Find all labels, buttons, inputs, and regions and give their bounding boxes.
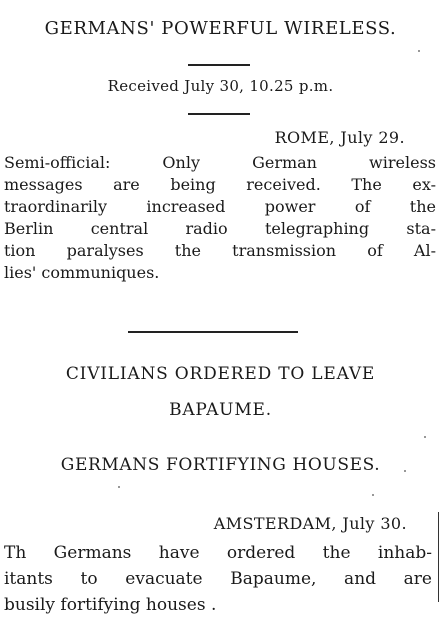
article-body-fortifying (4, 540, 432, 618)
body-line: Semi-official: Only German wireless (4, 153, 436, 172)
scan-speck (424, 436, 426, 438)
scan-speck (418, 50, 420, 52)
headline-civilians-ordered: CIVILIANS ORDERED TO LEAVE (65, 364, 376, 384)
dateline-rome: ROME, July 29. (274, 128, 405, 147)
headline-bapaume: BAPAUME. (169, 400, 272, 420)
scan-speck (372, 494, 374, 496)
received-timestamp: Received July 30, 10.25 p.m. (107, 77, 334, 95)
body-line: tion paralyses the transmission of Al- (4, 241, 436, 260)
body-line: traordinarily increased power of the (4, 197, 436, 216)
scan-speck (404, 470, 406, 472)
headline-powerful-wireless: GERMANS' POWERFUL WIRELESS. (44, 18, 397, 39)
scan-edge-mark (438, 512, 439, 602)
divider-rule (188, 113, 250, 115)
dateline-amsterdam: AMSTERDAM, July 30. (213, 514, 407, 533)
body-line: lies' communiques. (4, 263, 160, 282)
scan-speck (118, 486, 120, 488)
divider-rule (188, 64, 250, 66)
body-line: Th Germans have ordered the inhab- (4, 543, 432, 563)
body-line: itants to evacuate Bapaume, and are (4, 569, 432, 589)
article-body-wireless (4, 152, 436, 284)
section-divider-rule (128, 331, 298, 333)
body-line: messages are being received. The ex- (4, 175, 436, 194)
body-line: Berlin central radio telegraphing sta- (4, 219, 436, 238)
headline-fortifying-houses: GERMANS FORTIFYING HOUSES. (60, 455, 381, 475)
body-line: busily fortifying houses . (4, 595, 217, 615)
